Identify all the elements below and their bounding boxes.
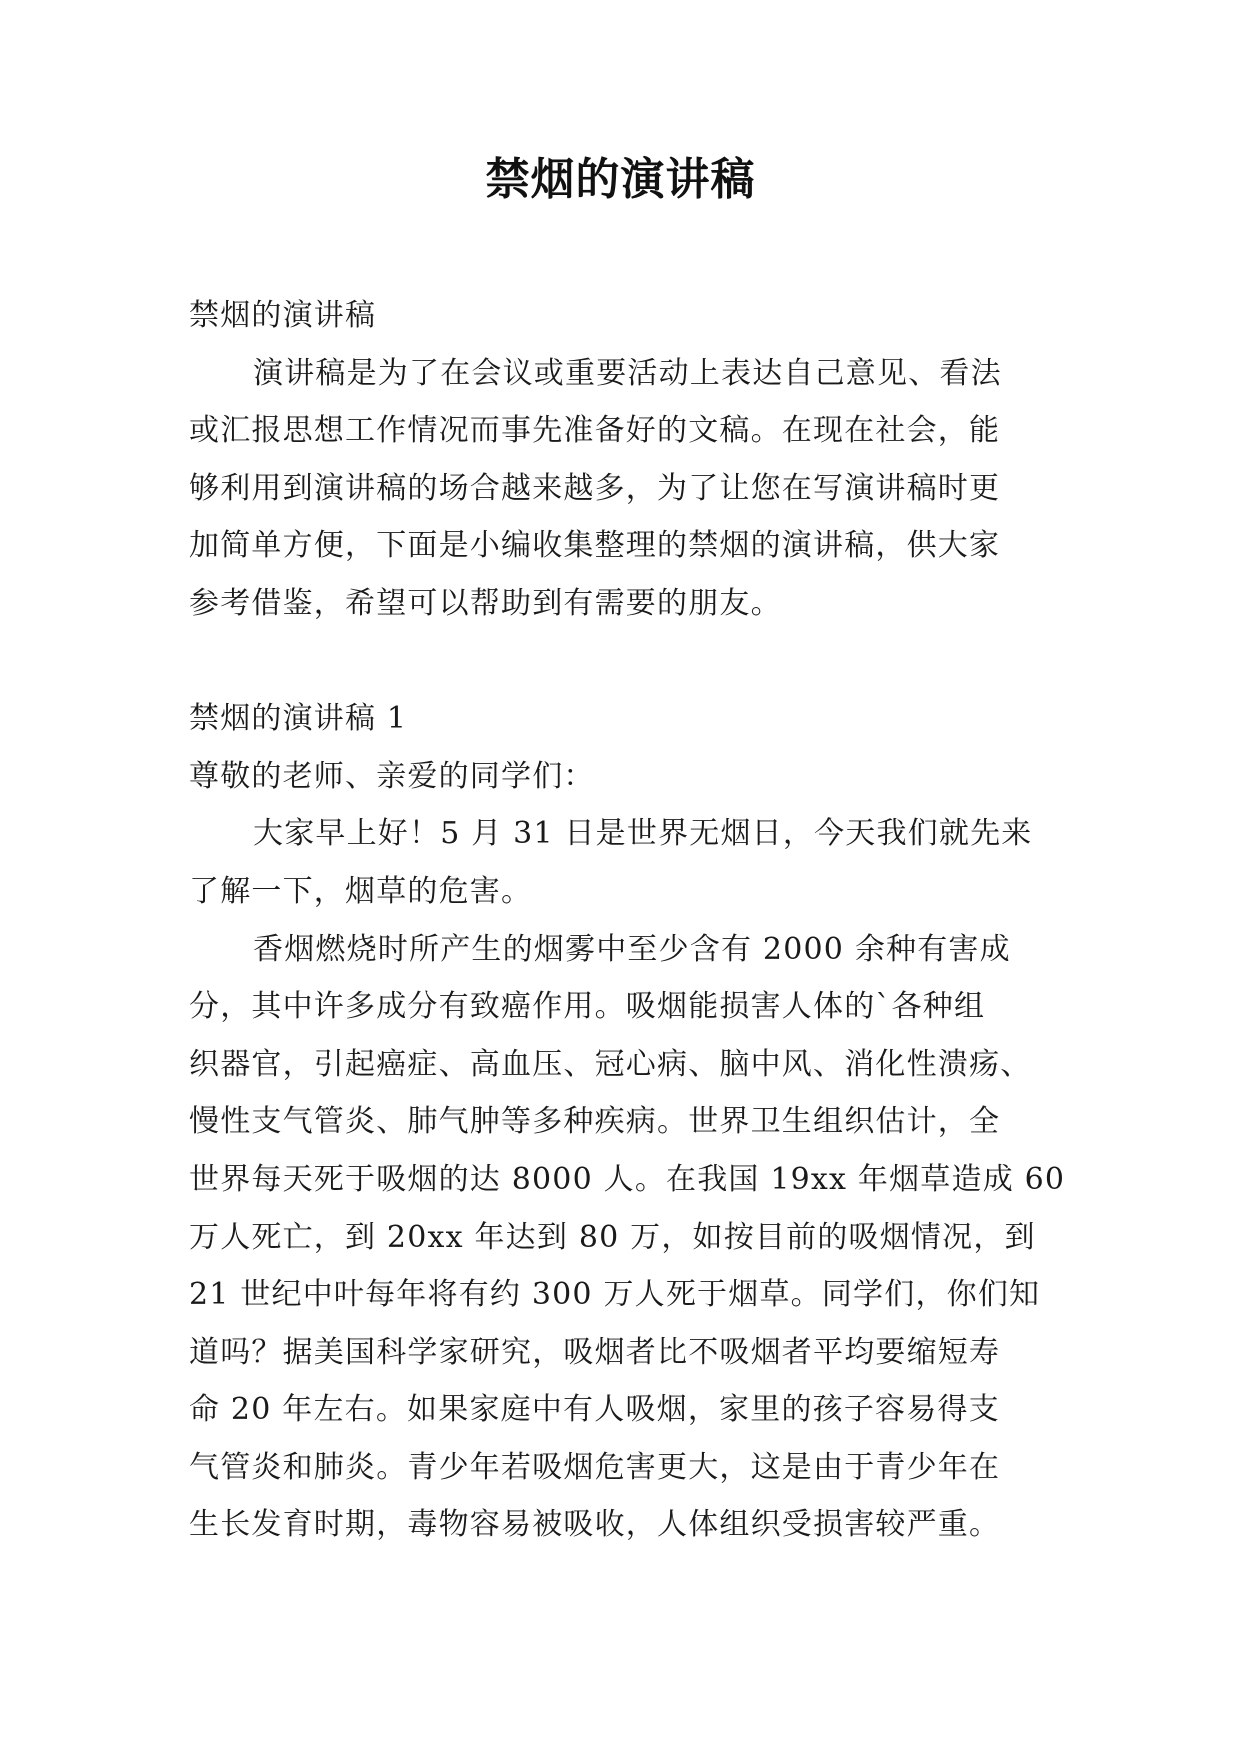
paragraph-line: 或汇报思想工作情况而事先准备好的文稿。在现在社会，能	[189, 413, 1001, 449]
document-title: 禁烟的演讲稿	[485, 154, 756, 205]
paragraph-line: 香烟燃烧时所产生的烟雾中至少含有 2000 余种有害成	[253, 931, 1011, 967]
salutation: 尊敬的老师、亲爱的同学们：	[189, 758, 595, 794]
paragraph-line: 道吗？据美国科学家研究，吸烟者比不吸烟者平均要缩短寿	[189, 1334, 1001, 1370]
paragraph-line: 分，其中许多成分有致癌作用。吸烟能损害人体的`各种组	[189, 989, 986, 1025]
paragraph-line: 命 20 年左右。如果家庭中有人吸烟，家里的孩子容易得支	[189, 1392, 1000, 1428]
section-spacer	[189, 633, 1054, 691]
paragraph-line: 生长发育时期，毒物容易被吸收，人体组织受损害较严重。	[189, 1507, 1001, 1543]
speech-paragraph-2	[189, 921, 1066, 1555]
paragraph-line: 21 世纪中叶每年将有约 300 万人死于烟草。同学们，你们知	[189, 1277, 1041, 1313]
intro-paragraph	[189, 345, 1054, 633]
document-body	[189, 287, 1066, 1554]
speech-heading: 禁烟的演讲稿 1	[189, 701, 408, 737]
paragraph-line: 够利用到演讲稿的场合越来越多，为了让您在写演讲稿时更	[189, 470, 1001, 506]
paragraph-line: 世界每天死于吸烟的达 8000 人。在我国 19xx 年烟草造成 60	[189, 1161, 1066, 1197]
intro-heading: 禁烟的演讲稿	[189, 298, 377, 333]
paragraph-line: 参考借鉴，希望可以帮助到有需要的朋友。	[189, 585, 782, 621]
paragraph-line: 慢性支气管炎、肺气肿等多种疾病。世界卫生组织估计，全	[189, 1104, 1001, 1140]
paragraph-line: 演讲稿是为了在会议或重要活动上表达自己意见、看法	[253, 355, 1002, 391]
paragraph-line: 织器官，引起癌症、高血压、冠心病、脑中风、消化性溃疡、	[189, 1046, 1032, 1082]
paragraph-line: 气管炎和肺炎。青少年若吸烟危害更大，这是由于青少年在	[189, 1449, 1001, 1485]
speech-paragraph-1	[189, 805, 1054, 920]
paragraph-line: 加简单方便，下面是小编收集整理的禁烟的演讲稿，供大家	[189, 528, 1001, 564]
paragraph-line: 了解一下，烟草的危害。	[189, 873, 533, 909]
paragraph-line: 万人死亡，到 20xx 年达到 80 万，如按目前的吸烟情况，到	[189, 1219, 1036, 1255]
paragraph-line: 大家早上好！5 月 31 日是世界无烟日，今天我们就先来	[253, 816, 1033, 852]
